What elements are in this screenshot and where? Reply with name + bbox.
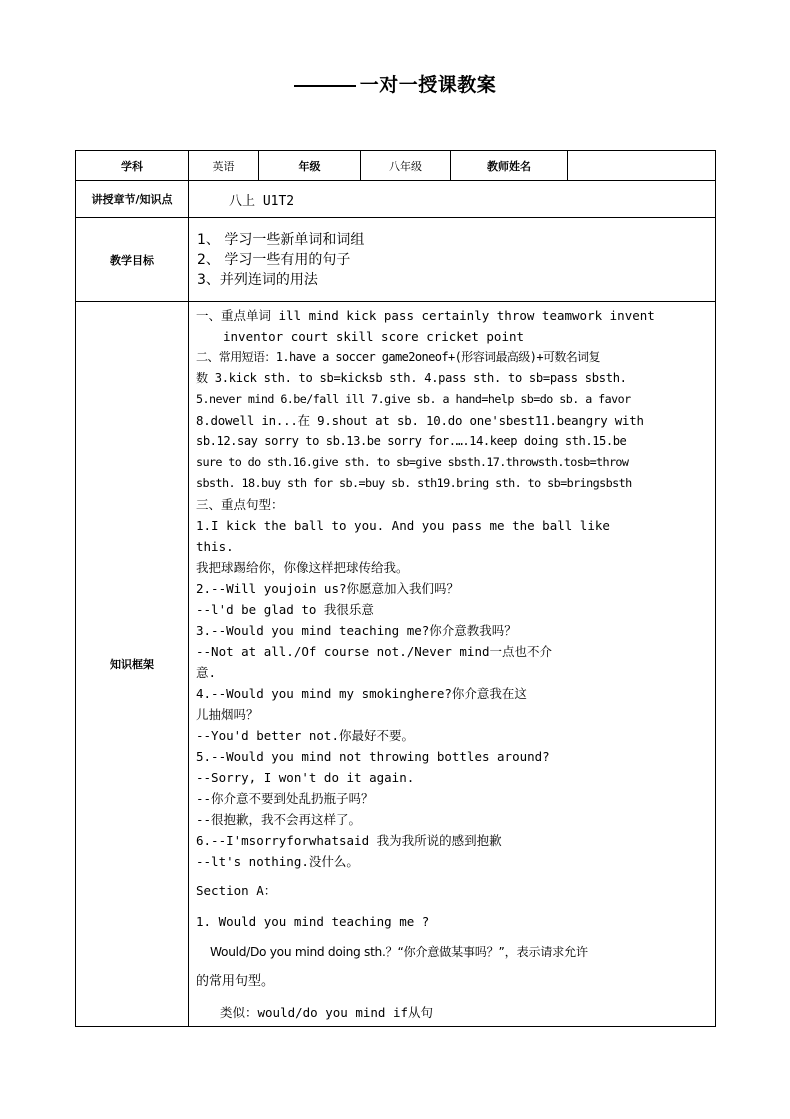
title-text: 一对一授课教案 (359, 74, 497, 96)
knowledge-line: 3.--Would you mind teaching me?你介意教我吗？ (196, 623, 517, 638)
knowledge-line: 二、常用短语：1.have a soccer game2oneof+(形容词最高级)+可数名词复 (196, 350, 600, 364)
knowledge-line: 6.--I'msorryforwhatsaid 我为我所说的感到抱歉 (196, 833, 502, 848)
knowledge-line: Would/Do you mind doing sth.？“你介意做某事吗？”，表示请求允许 (210, 945, 588, 959)
header-row (76, 151, 716, 181)
knowledge-line: --Not at all./Of course not./Never mind一点也不介 (196, 644, 552, 659)
teacher-value (568, 151, 716, 181)
subject-label: 学科 (76, 151, 189, 181)
knowledge-line: 我把球踢给你，你像这样把球传给我。 (196, 560, 409, 575)
goals-list (189, 218, 716, 302)
topic-label: 讲授章节/知识点 (76, 181, 189, 218)
knowledge-line: 1. Would you mind teaching me ? (196, 914, 430, 929)
knowledge-line: --l'd be glad to 我很乐意 (196, 602, 374, 617)
topic-row (76, 181, 716, 218)
knowledge-line: 5.--Would you mind not throwing bottles around? (196, 749, 550, 764)
knowledge-line: --Sorry, I won't do it again. (196, 770, 415, 785)
knowledge-line: sure to do sth.16.give sth. to sb=give sbsth.17.throwsth.tosb=throw (196, 455, 629, 469)
page-title (0, 70, 790, 97)
knowledge-line: --You'd better not.你最好不要。 (196, 728, 414, 743)
grade-label: 年级 (259, 151, 361, 181)
knowledge-row (76, 302, 716, 1027)
knowledge-line: 意. (196, 665, 217, 680)
goals-label: 教学目标 (76, 218, 189, 302)
knowledge-line: --你介意不要到处乱扔瓶子吗？ (196, 791, 374, 806)
goal-item: 2、 学习一些有用的句子 (197, 252, 351, 268)
knowledge-line: 1.I kick the ball to you. And you pass me the ball like (196, 518, 610, 533)
knowledge-line: 三、重点句型： (196, 497, 284, 512)
knowledge-line: --很抱歉，我不会再这样了。 (196, 812, 362, 827)
topic-value: 八上 U1T2 (189, 181, 716, 218)
knowledge-line: 一、重点单词 ill mind kick pass certainly throw teamwork invent (196, 308, 655, 323)
knowledge-content (189, 302, 716, 1027)
goals-row (76, 218, 716, 302)
title-blank-underline (294, 85, 356, 87)
knowledge-line: 4.--Would you mind my smokinghere?你介意我在这 (196, 686, 527, 701)
subject-value: 英语 (189, 151, 259, 181)
knowledge-line: 5.never mind 6.be/fall ill 7.give sb. a hand=help sb=do sb. a favor (196, 392, 631, 406)
lesson-plan-table (75, 150, 716, 1027)
knowledge-line: --lt's nothing.没什么。 (196, 854, 359, 869)
goal-item: 3、并列连词的用法 (197, 272, 318, 288)
knowledge-line: sbsth. 18.buy sth for sb.=buy sb. sth19.bring sth. to sb=bringsbsth (196, 476, 632, 490)
knowledge-line: sb.12.say sorry to sb.13.be sorry for.….14.keep doing sth.15.be (196, 434, 627, 448)
knowledge-line: Section A： (196, 883, 277, 898)
knowledge-line: this. (196, 539, 234, 554)
teacher-label: 教师姓名 (451, 151, 568, 181)
knowledge-line: inventor court skill score cricket point (223, 329, 525, 344)
goal-item: 1、 学习一些新单词和词组 (197, 232, 365, 248)
knowledge-line: 儿抽烟吗？ (196, 707, 259, 722)
knowledge-line: 类似：would/do you mind if从句 (220, 1005, 434, 1020)
knowledge-line: 的常用句型。 (196, 974, 275, 989)
grade-value: 八年级 (361, 151, 451, 181)
knowledge-label: 知识框架 (76, 302, 189, 1027)
knowledge-line: 8.dowell in...在 9.shout at sb. 10.do one'sbest11.beangry with (196, 413, 644, 428)
knowledge-line: 数 3.kick sth. to sb=kicksb sth. 4.pass sth. to sb=pass sbsth. (196, 371, 627, 385)
knowledge-line: 2.--Will youjoin us?你愿意加入我们吗？ (196, 581, 460, 596)
